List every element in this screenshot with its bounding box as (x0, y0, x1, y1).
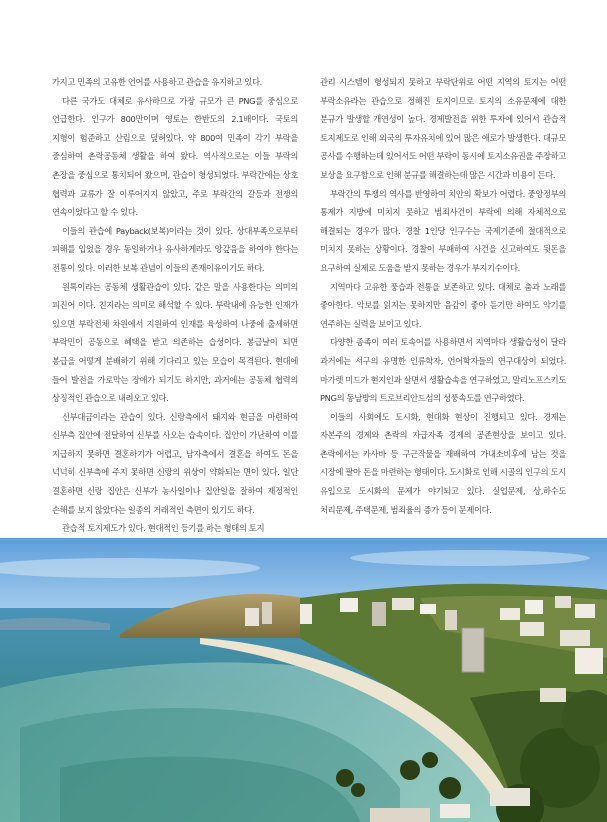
paragraph: 원톡이라는 공동체 생활관습이 있다. 같은 말을 사용한다는 의미의 피진어 이다. 친지라는 의미로 해석할 수 있다. 부락내에 유능한 인재가 있으면 부락전체 차원에서 지원하여 인재를 육성하여 나중에 출세하면 부락민이 공동으로 혜택을 받고 의존하는 습성이다. 봉급날이 되면 봉급을 어떻게 분배하기 위해 기다리고 있는 모습이 목격된다. 현대에 들어 발전을 가로막는 장애가 되기도 하지만, 과거에는 공동체 협력의 상징적인 관습으로 내려오고 있다. (52, 281, 298, 404)
paragraph: 다양한 종족이 여러 토속어를 사용하면서 지역마다 생활습성이 달라 과거에는 서구의 유명한 인류학자, 언어학자들의 연구대상이 되었다. 마가렛 미드가 현지인과 살면서 생활습속을 연구하였고, 말리노프스키도 PNG의 동남방의 트로브리안드섬의 성풍속도를 연구하였다. (320, 337, 566, 404)
paragraph: 관리 시스템이 형성되지 못하고 부락단위로 어떤 지역의 토지는 어떤 부락소유라는 관습으로 정해진 토지이므로 토지의 소유문제에 대한 분규가 발생할 개연성이 높다. 경제발전을 위한 투자에 있어서 관습적 토지제도로 인해 외국의 투자유치에 있어 많은 애로가 발생한다. 대규모 공사를 수행하는데 있어서도 어떤 부락이 동시에 토지소유권을 주장하고 보상을 요구함으로 인해 분규를 해결하는데 많은 시간과 비용이 든다. (320, 77, 566, 180)
paragraph: 관습적 토지제도가 있다. 현대적인 등기를 하는 형태의 토지 (62, 523, 265, 534)
paragraph: 이들의 관습에 Payback(보복)이라는 것이 있다. 상대부족으로부터 피해를 입었을 경우 동일하거나 유사하게라도 앙갚음을 하여야 한다는 전통이 있다. 이러한 보복 관념이 이들의 존재이유이기도 하다. (52, 225, 298, 273)
paragraph: 신부대금이라는 관습이 있다. 신랑측에서 돼지와 현금을 마련하여 신부측 집안에 전달하여 신부를 사오는 습속이다. 집안이 가난하여 이를 지급하지 못하면 결혼하기가 어렵고, 남자측에서 결혼을 하여도 돈을 넉넉히 신부측에 주지 못하면 신랑의 위상이 약화되는 면이 있다. 일단 결혼하면 신랑 집안은 신부가 농사일이나 집안일을 잘하여 재정적인 손해를 보지 않았다는 일종의 거래적인 측면이 있기도 하다. (52, 411, 298, 515)
text-column-left (52, 73, 298, 538)
paragraph: 부락간의 투쟁의 역사를 반영하여 치안의 확보가 어렵다. 중앙정부의 통제가 지방에 미치지 못하고 범죄사건이 부락에 의해 자체적으로 해결되는 경우가 많다. 경찰 1인당 인구수는 국제기준에 절대적으로 미치지 못하는 상황이다. 경찰이 부패하여 사건을 신고하여도 뒷돈을 요구하여 실제로 도움을 받지 못하는 경우가 부지기수이다. (320, 188, 566, 273)
photo-illustration (0, 538, 607, 822)
paragraph: 이들의 사회에도 도시화, 현대화 현상이 진행되고 있다. 경제는 자본주의 경제와 촌락의 자급자족 경제의 공존현상을 보이고 있다. 촌락에서는 카사바 등 구근작물을 재배하여 가내소비후에 남는 것을 시장에 팔아 돈을 마련하는 형태이다. 도시화로 인해 시골의 인구의 도시 유입으로 도시화의 문제가 야기되고 있다. 실업문제, 상,하수도 처리문제, 주택문제, 범죄율의 증가 등이 문제이다. (320, 411, 566, 515)
text-column-right (320, 73, 566, 519)
paragraph: 가지고 민족의 고유한 언어를 사용하고 관습을 유지하고 있다. (52, 77, 262, 87)
paragraph: 지역마다 고유한 풍습과 전통을 보존하고 있다. 대체로 춤과 노래를 좋아한다. 악보를 읽지는 못하지만 음감이 좋아 듣기만 하여도 악기를 연주하는 실력을 보이고 있다. (320, 281, 566, 329)
paragraph: 다른 국가도 대체로 유사하므로 가장 규모가 큰 PNG를 중심으로 언급한다. 인구가 800만이며 영토는 한반도의 2.1배이다. 국토의 지형이 험준하고 산림으로 덮혀있다. 약 800여 민족이 각기 부락을 중심하여 촌락공동체 생활을 하여 왔다. 역사적으로는 이들 부락의 촌장을 중심으로 통치되어 왔으며, 관습이 형성되었다. 부락간에는 상호 협력과 교류가 잘 이루어지지 않았고, 주로 부락간의 갈등과 전쟁의 연속이었다고 할 수 있다. (52, 95, 298, 218)
coastal-town-photo (0, 538, 607, 822)
